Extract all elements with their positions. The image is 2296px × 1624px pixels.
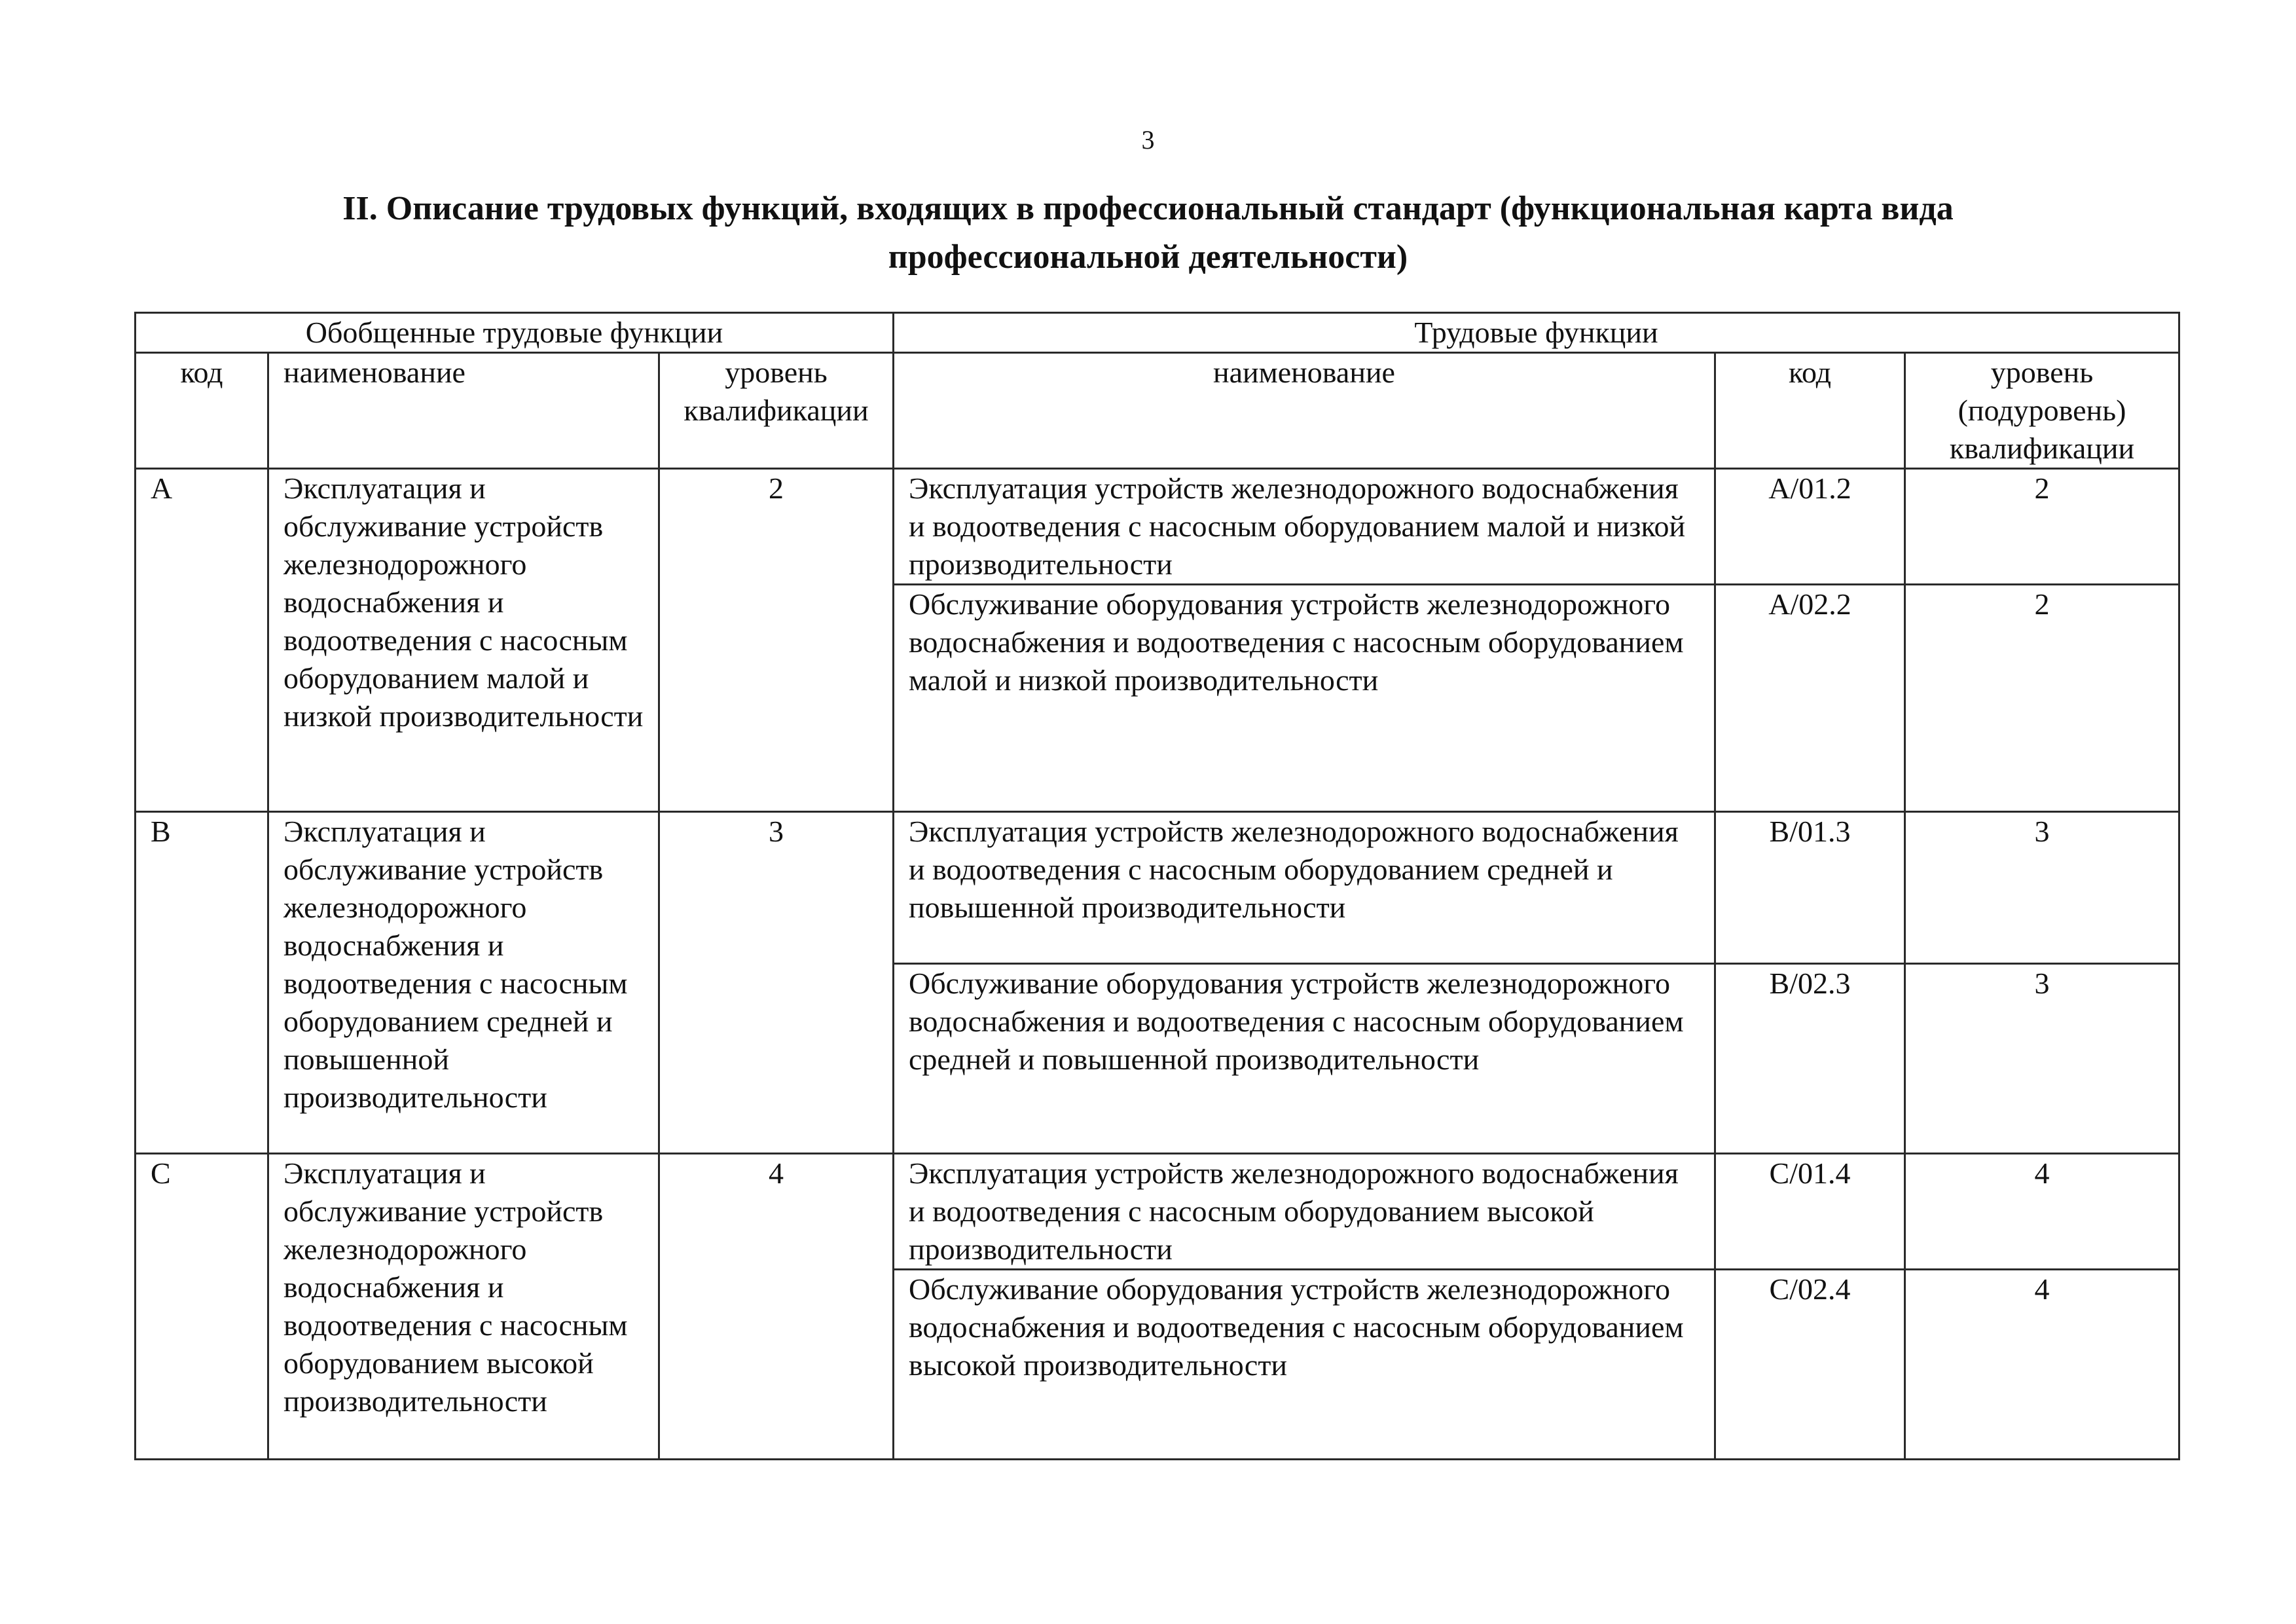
tf-code: B/02.3 [1715,964,1905,1154]
functional-map-table [134,312,2180,1460]
tf-name: Эксплуатация устройств железнодорожного водоснабжения и водоотведения с насосным оборудованием малой и низкой производительности [894,469,1715,585]
group-header-row [136,313,2179,353]
gf-level: 4 [659,1154,894,1460]
gf-name: Эксплуатация и обслуживание устройств железнодорожного водоснабжения и водоотведения с насосным оборудованием малой и низкой производительности [268,469,659,812]
tf-name: Эксплуатация устройств железнодорожного водоснабжения и водоотведения с насосным оборудованием высокой производительности [894,1154,1715,1270]
tf-code: A/01.2 [1715,469,1905,585]
tf-level: 4 [1905,1154,2179,1270]
title-line-2: профессиональной деятельности) [888,238,1408,276]
tf-code: B/01.3 [1715,812,1905,964]
gf-name: Эксплуатация и обслуживание устройств железнодорожного водоснабжения и водоотведения с насосным оборудованием высокой производительности [268,1154,659,1460]
tf-name: Обслуживание оборудования устройств железнодорожного водоснабжения и водоотведения с насосным оборудованием высокой производительности [894,1270,1715,1460]
column-header-row [136,353,2179,469]
header-name: наименование [268,353,659,469]
table-row [136,469,2179,585]
tf-level: 3 [1905,964,2179,1154]
header-tf-level: уровень (подуровень) квалификации [1905,353,2179,469]
gf-code: C [136,1154,268,1460]
page-number: 3 [1141,125,1155,155]
tf-name: Обслуживание оборудования устройств железнодорожного водоснабжения и водоотведения с насосным оборудованием средней и повышенной производительности [894,964,1715,1154]
gf-level: 2 [659,469,894,812]
tf-level: 2 [1905,469,2179,585]
gf-name: Эксплуатация и обслуживание устройств железнодорожного водоснабжения и водоотведения с насосным оборудованием средней и повышенной производительности [268,812,659,1154]
tf-code: C/01.4 [1715,1154,1905,1270]
gf-code: A [136,469,268,812]
table-row [136,1154,2179,1270]
header-tf-name: наименование [894,353,1715,469]
title-line-1: II. Описание трудовых функций, входящих в профессиональный стандарт (функциональная карта вида [342,190,1954,227]
tf-code: C/02.4 [1715,1270,1905,1460]
tf-level: 3 [1905,812,2179,964]
header-code: код [136,353,268,469]
header-level: уровень квалификации [659,353,894,469]
header-generalized-functions: Обобщенные трудовые функции [136,313,894,353]
table-row [136,812,2179,964]
tf-level: 2 [1905,585,2179,812]
header-tf-code: код [1715,353,1905,469]
tf-level: 4 [1905,1270,2179,1460]
tf-code: A/02.2 [1715,585,1905,812]
tf-name: Обслуживание оборудования устройств железнодорожного водоснабжения и водоотведения с насосным оборудованием малой и низкой производительности [894,585,1715,812]
header-labor-functions: Трудовые функции [894,313,2179,353]
gf-level: 3 [659,812,894,1154]
gf-code: B [136,812,268,1154]
page-title [0,185,2296,282]
tf-name: Эксплуатация устройств железнодорожного водоснабжения и водоотведения с насосным оборудованием средней и повышенной производительности [894,812,1715,964]
